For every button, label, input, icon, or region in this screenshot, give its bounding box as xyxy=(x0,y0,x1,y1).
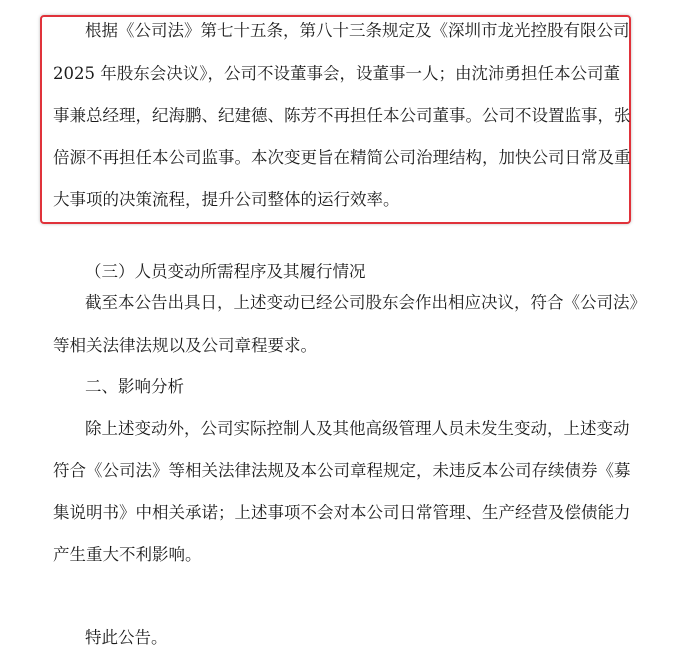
text-line: 截至本公告出具日，上述变动已经公司股东会作出相应决议，符合《公司法》 xyxy=(85,293,646,312)
text-line: 产生重大不利影响。 xyxy=(53,545,202,564)
section-heading: 二、影响分析 xyxy=(85,377,184,396)
text-line: 大事项的决策流程，提升公司整体的运行效率。 xyxy=(53,190,400,209)
text-line: 符合《公司法》等相关法律法规及本公司章程规定，未违反本公司存续债券《募 xyxy=(53,461,631,480)
closing-text: 特此公告。 xyxy=(85,628,168,647)
text-line: 事兼总经理，纪海鹏、纪建德、陈芳不再担任本公司董事。公司不设置监事，张 xyxy=(53,106,631,125)
text-line: 集说明书》中相关承诺；上述事项不会对本公司日常管理、生产经营及偿债能力 xyxy=(53,503,631,522)
section-heading: （三）人员变动所需程序及其履行情况 xyxy=(85,262,366,281)
text-line: 等相关法律法规以及公司章程要求。 xyxy=(53,336,317,355)
text-line: 2025 年股东会决议》，公司不设董事会，设董事一人；由沈沛勇担任本公司董 xyxy=(53,64,620,83)
text-line: 除上述变动外，公司实际控制人及其他高级管理人员未发生变动，上述变动 xyxy=(85,419,630,438)
text-line: 倍源不再担任本公司监事。本次变更旨在精简公司治理结构，加快公司日常及重 xyxy=(53,148,631,167)
text-line: 根据《公司法》第七十五条，第八十三条规定及《深圳市龙光控股有限公司 xyxy=(85,21,630,40)
